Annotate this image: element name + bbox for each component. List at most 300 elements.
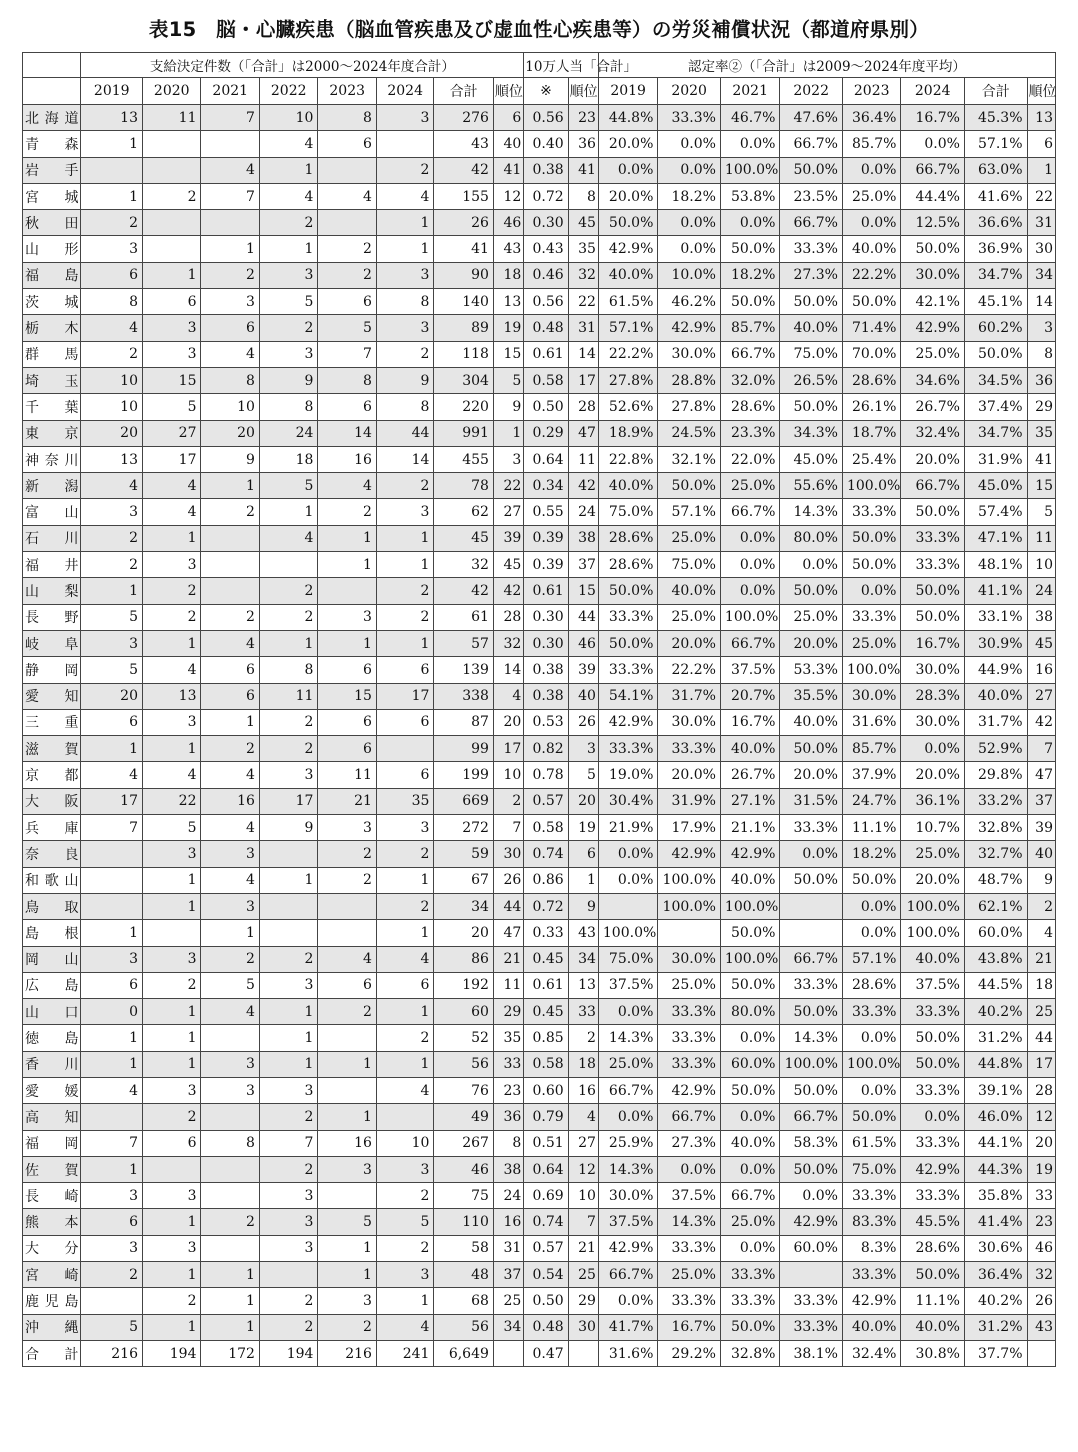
header-year: 2020 (143, 78, 201, 105)
approval-rate-cell: 45.0% (780, 446, 843, 472)
header-note: ※ (524, 78, 568, 105)
decision-rank-cell: 8 (493, 1130, 523, 1156)
approval-rate-cell: 52.6% (598, 394, 658, 420)
per-100k-cell: 0.57 (524, 788, 568, 814)
approval-rate-cell: 40.0% (780, 315, 843, 341)
decision-count-cell: 216 (318, 1340, 376, 1366)
prefecture-name: 福 島 (23, 262, 81, 288)
table-row (23, 1051, 1056, 1077)
prefecture-name: 広 島 (23, 972, 81, 998)
per-100k-cell: 0.64 (524, 1156, 568, 1182)
approval-rate-cell: 50.0% (901, 578, 965, 604)
approval-rate-cell: 66.7% (780, 946, 843, 972)
prefecture-name: 静 岡 (23, 657, 81, 683)
approval-rate-avg-cell: 34.7% (964, 262, 1027, 288)
decision-count-cell: 8 (376, 394, 433, 420)
approval-rate-cell: 42.9% (720, 841, 780, 867)
approval-rate-rank-cell: 46 (1027, 1235, 1056, 1261)
approval-rate-rank-cell: 23 (1027, 1209, 1056, 1235)
approval-rate-rank-cell: 1 (1027, 157, 1056, 183)
approval-rate-cell: 30.0% (658, 341, 721, 367)
approval-rate-cell: 32.4% (901, 420, 965, 446)
per-100k-cell: 0.86 (524, 867, 568, 893)
decision-count-cell: 11 (318, 762, 376, 788)
approval-rate-cell: 28.6% (720, 394, 780, 420)
approval-rate-cell: 34.6% (901, 367, 965, 393)
per-100k-cell: 0.82 (524, 736, 568, 762)
decision-total-cell: 45 (434, 525, 494, 551)
decision-count-cell: 17 (376, 683, 433, 709)
decision-count-cell: 9 (259, 367, 317, 393)
decision-count-cell: 4 (201, 867, 259, 893)
decision-count-cell (318, 1183, 376, 1209)
decision-total-cell: 58 (434, 1235, 494, 1261)
approval-rate-cell: 20.0% (598, 183, 658, 209)
decision-count-cell: 2 (259, 1314, 317, 1340)
approval-rate-cell: 31.6% (598, 1340, 658, 1366)
decision-count-cell: 3 (376, 105, 433, 131)
prefecture-name: 熊 本 (23, 1209, 81, 1235)
approval-rate-cell: 18.9% (598, 420, 658, 446)
decision-count-cell: 21 (318, 788, 376, 814)
approval-rate-cell: 0.0% (842, 893, 900, 919)
decision-total-cell: 669 (434, 788, 494, 814)
table-row (23, 210, 1056, 236)
decision-count-cell: 1 (318, 1104, 376, 1130)
per-100k-cell: 0.29 (524, 420, 568, 446)
approval-rate-cell: 26.5% (780, 367, 843, 393)
approval-rate-cell: 37.5% (720, 657, 780, 683)
approval-rate-rank-cell: 41 (1027, 446, 1056, 472)
table-row (23, 1183, 1056, 1209)
decision-count-cell: 2 (259, 709, 317, 735)
per-100k-rank-cell: 19 (568, 815, 598, 841)
decision-count-cell (376, 131, 433, 157)
approval-rate-cell: 30.0% (658, 946, 721, 972)
approval-rate-cell: 100.0% (901, 920, 965, 946)
table-row (23, 289, 1056, 315)
decision-count-cell: 4 (259, 525, 317, 551)
decision-count-cell: 1 (143, 736, 201, 762)
prefecture-name: 佐 賀 (23, 1156, 81, 1182)
approval-rate-rank-cell: 18 (1027, 972, 1056, 998)
approval-rate-rank-cell: 9 (1027, 867, 1056, 893)
decision-total-cell: 67 (434, 867, 494, 893)
approval-rate-cell: 33.3% (598, 736, 658, 762)
decision-count-cell: 3 (376, 499, 433, 525)
decision-count-cell: 2 (376, 341, 433, 367)
approval-rate-rank-cell: 47 (1027, 762, 1056, 788)
header-year: 2022 (259, 78, 317, 105)
table-row (23, 315, 1056, 341)
approval-rate-rank-cell: 39 (1027, 815, 1056, 841)
decision-count-cell: 3 (259, 341, 317, 367)
prefecture-name: 福 岡 (23, 1130, 81, 1156)
per-100k-rank-cell: 43 (568, 920, 598, 946)
decision-count-cell: 8 (81, 289, 143, 315)
approval-rate-rank-cell: 2 (1027, 893, 1056, 919)
decision-count-cell: 1 (201, 473, 259, 499)
approval-rate-cell: 28.6% (598, 525, 658, 551)
prefecture-name: 鹿児島 (23, 1288, 81, 1314)
per-100k-cell: 0.61 (524, 578, 568, 604)
prefecture-name: 山 梨 (23, 578, 81, 604)
decision-count-cell: 7 (201, 183, 259, 209)
approval-rate-cell: 0.0% (780, 841, 843, 867)
decision-count-cell: 1 (318, 630, 376, 656)
prefecture-name: 兵 庫 (23, 815, 81, 841)
per-100k-rank-cell: 26 (568, 709, 598, 735)
approval-rate-cell: 42.9% (598, 236, 658, 262)
approval-rate-cell: 18.7% (842, 420, 900, 446)
approval-rate-cell: 25.0% (901, 341, 965, 367)
approval-rate-cell: 33.3% (842, 604, 900, 630)
decision-total-cell: 42 (434, 157, 494, 183)
header-year: 2023 (842, 78, 900, 105)
per-100k-cell: 0.64 (524, 446, 568, 472)
approval-rate-cell: 33.3% (842, 499, 900, 525)
approval-rate-rank-cell: 45 (1027, 630, 1056, 656)
decision-count-cell: 17 (259, 788, 317, 814)
approval-rate-cell: 58.3% (780, 1130, 843, 1156)
approval-rate-cell: 50.0% (780, 999, 843, 1025)
approval-rate-rank-cell: 13 (1027, 105, 1056, 131)
approval-rate-cell: 18.2% (842, 841, 900, 867)
per-100k-rank-cell: 36 (568, 131, 598, 157)
decision-count-cell: 3 (259, 262, 317, 288)
table-row (23, 630, 1056, 656)
approval-rate-cell: 100.0% (780, 1051, 843, 1077)
decision-count-cell: 4 (81, 473, 143, 499)
approval-rate-avg-cell: 33.1% (964, 604, 1027, 630)
approval-rate-cell: 23.5% (780, 183, 843, 209)
per-100k-cell: 0.61 (524, 972, 568, 998)
decision-count-cell (143, 236, 201, 262)
approval-rate-cell: 35.5% (780, 683, 843, 709)
approval-rate-cell: 12.5% (901, 210, 965, 236)
prefecture-name: 沖 縄 (23, 1314, 81, 1340)
approval-rate-cell: 21.9% (598, 815, 658, 841)
decision-count-cell: 1 (259, 499, 317, 525)
decision-rank-cell: 31 (493, 1235, 523, 1261)
decision-count-cell: 5 (376, 1209, 433, 1235)
approval-rate-cell: 100.0% (658, 867, 721, 893)
approval-rate-cell: 31.5% (780, 788, 843, 814)
per-100k-rank-cell: 34 (568, 946, 598, 972)
decision-count-cell: 6 (318, 972, 376, 998)
approval-rate-cell: 23.3% (720, 420, 780, 446)
prefecture-name: 徳 島 (23, 1025, 81, 1051)
approval-rate-rank-cell: 37 (1027, 788, 1056, 814)
decision-count-cell: 2 (259, 946, 317, 972)
prefecture-name: 富 山 (23, 499, 81, 525)
decision-count-cell: 3 (259, 762, 317, 788)
per-100k-rank-cell: 47 (568, 420, 598, 446)
table-row (23, 1025, 1056, 1051)
decision-rank-cell: 32 (493, 630, 523, 656)
approval-rate-cell: 20.0% (901, 867, 965, 893)
decision-count-cell: 1 (81, 920, 143, 946)
approval-rate-cell: 0.0% (658, 131, 721, 157)
approval-rate-cell: 33.3% (658, 999, 721, 1025)
decision-count-cell: 6 (318, 289, 376, 315)
decision-count-cell: 2 (201, 946, 259, 972)
approval-rate-rank-cell: 31 (1027, 210, 1056, 236)
table-row (23, 999, 1056, 1025)
per-100k-cell: 0.43 (524, 236, 568, 262)
decision-count-cell: 1 (143, 1314, 201, 1340)
prefecture-name: 香 川 (23, 1051, 81, 1077)
approval-rate-cell: 100.0% (842, 657, 900, 683)
table-row (23, 657, 1056, 683)
approval-rate-cell: 33.3% (658, 1288, 721, 1314)
approval-rate-cell: 66.7% (901, 157, 965, 183)
approval-rate-cell: 33.3% (901, 525, 965, 551)
approval-rate-avg-cell: 62.1% (964, 893, 1027, 919)
prefecture-name: 宮 崎 (23, 1262, 81, 1288)
decision-total-cell: 140 (434, 289, 494, 315)
header-group-rate: 認定率②（「合計」は2009～2024年度平均） (598, 53, 1055, 78)
approval-rate-cell: 0.0% (598, 999, 658, 1025)
decision-count-cell: 35 (376, 788, 433, 814)
approval-rate-cell (780, 920, 843, 946)
decision-count-cell (259, 552, 317, 578)
table-row (23, 815, 1056, 841)
approval-rate-cell: 17.9% (658, 815, 721, 841)
decision-count-cell: 4 (143, 473, 201, 499)
decision-count-cell: 1 (81, 131, 143, 157)
decision-count-cell: 1 (376, 552, 433, 578)
header-total: 合計 (434, 78, 494, 105)
approval-rate-avg-cell: 45.3% (964, 105, 1027, 131)
approval-rate-cell: 42.9% (658, 841, 721, 867)
decision-count-cell: 1 (376, 236, 433, 262)
decision-count-cell: 2 (376, 157, 433, 183)
prefecture-name: 奈 良 (23, 841, 81, 867)
decision-count-cell: 4 (376, 1314, 433, 1340)
decision-total-cell: 26 (434, 210, 494, 236)
approval-rate-rank-cell: 3 (1027, 315, 1056, 341)
approval-rate-avg-cell: 44.5% (964, 972, 1027, 998)
decision-count-cell: 3 (201, 1051, 259, 1077)
header-year: 2019 (598, 78, 658, 105)
per-100k-rank-cell: 21 (568, 1235, 598, 1261)
per-100k-rank-cell: 29 (568, 1288, 598, 1314)
per-100k-rank-cell: 24 (568, 499, 598, 525)
decision-count-cell: 6 (318, 657, 376, 683)
per-100k-rank-cell: 17 (568, 367, 598, 393)
approval-rate-cell: 54.1% (598, 683, 658, 709)
table-row (23, 525, 1056, 551)
per-100k-cell: 0.57 (524, 1235, 568, 1261)
approval-rate-avg-cell: 48.1% (964, 552, 1027, 578)
decision-total-cell: 90 (434, 262, 494, 288)
decision-count-cell: 2 (376, 893, 433, 919)
decision-count-cell (201, 525, 259, 551)
approval-rate-cell: 20.0% (658, 630, 721, 656)
approval-rate-cell: 50.0% (901, 1262, 965, 1288)
decision-count-cell: 18 (259, 446, 317, 472)
approval-rate-cell: 57.1% (842, 946, 900, 972)
decision-count-cell: 4 (201, 630, 259, 656)
approval-rate-avg-cell: 34.7% (964, 420, 1027, 446)
approval-rate-cell: 50.0% (901, 236, 965, 262)
per-100k-cell: 0.58 (524, 815, 568, 841)
decision-count-cell: 14 (376, 446, 433, 472)
approval-rate-avg-cell: 36.9% (964, 236, 1027, 262)
per-100k-cell: 0.33 (524, 920, 568, 946)
approval-rate-cell: 33.3% (780, 1288, 843, 1314)
approval-rate-cell: 33.3% (901, 1183, 965, 1209)
decision-count-cell: 3 (318, 1156, 376, 1182)
decision-count-cell: 2 (259, 315, 317, 341)
decision-count-cell (259, 920, 317, 946)
decision-count-cell: 3 (201, 841, 259, 867)
table-row (23, 1288, 1056, 1314)
approval-rate-avg-cell: 36.4% (964, 1262, 1027, 1288)
approval-rate-cell: 100.0% (842, 1051, 900, 1077)
approval-rate-cell: 33.3% (780, 972, 843, 998)
decision-rank-cell: 40 (493, 131, 523, 157)
decision-count-cell: 1 (259, 236, 317, 262)
approval-rate-cell (658, 920, 721, 946)
decision-count-cell: 3 (318, 815, 376, 841)
decision-count-cell: 1 (201, 920, 259, 946)
approval-rate-avg-cell: 39.1% (964, 1077, 1027, 1103)
per-100k-cell: 0.53 (524, 709, 568, 735)
approval-rate-cell: 50.0% (598, 578, 658, 604)
approval-rate-rank-cell (1027, 1340, 1056, 1366)
decision-count-cell: 1 (376, 999, 433, 1025)
per-100k-rank-cell: 9 (568, 893, 598, 919)
per-100k-cell: 0.47 (524, 1340, 568, 1366)
decision-count-cell: 241 (376, 1340, 433, 1366)
decision-count-cell: 2 (376, 1183, 433, 1209)
decision-count-cell: 5 (318, 315, 376, 341)
approval-rate-cell: 33.3% (720, 1288, 780, 1314)
decision-count-cell: 6 (81, 262, 143, 288)
decision-count-cell: 3 (376, 1156, 433, 1182)
decision-count-cell: 2 (201, 604, 259, 630)
per-100k-rank-cell: 38 (568, 525, 598, 551)
decision-count-cell: 1 (318, 1051, 376, 1077)
per-100k-rank-cell: 28 (568, 394, 598, 420)
approval-rate-avg-cell: 33.2% (964, 788, 1027, 814)
approval-rate-cell: 50.0% (720, 1077, 780, 1103)
approval-rate-cell: 14.3% (780, 499, 843, 525)
approval-rate-cell: 33.3% (720, 1262, 780, 1288)
table-row (23, 788, 1056, 814)
decision-count-cell: 5 (201, 972, 259, 998)
approval-rate-cell: 50.0% (842, 289, 900, 315)
approval-rate-avg-cell: 47.1% (964, 525, 1027, 551)
approval-rate-cell: 25.0% (658, 604, 721, 630)
per-100k-rank-cell: 45 (568, 210, 598, 236)
approval-rate-avg-cell: 31.7% (964, 709, 1027, 735)
decision-count-cell: 6 (376, 709, 433, 735)
approval-rate-rank-cell: 21 (1027, 946, 1056, 972)
decision-count-cell: 4 (318, 473, 376, 499)
approval-rate-cell: 53.3% (780, 657, 843, 683)
approval-rate-cell: 50.0% (842, 867, 900, 893)
decision-count-cell: 3 (318, 604, 376, 630)
decision-count-cell: 2 (376, 841, 433, 867)
approval-rate-avg-cell: 45.1% (964, 289, 1027, 315)
decision-count-cell: 20 (201, 420, 259, 446)
decision-count-cell: 6 (143, 1130, 201, 1156)
approval-rate-avg-cell: 44.8% (964, 1051, 1027, 1077)
decision-count-cell: 13 (81, 105, 143, 131)
decision-count-cell (201, 1104, 259, 1130)
approval-rate-cell: 40.0% (720, 1130, 780, 1156)
approval-rate-cell: 50.0% (780, 736, 843, 762)
approval-rate-rank-cell: 32 (1027, 1262, 1056, 1288)
approval-rate-cell: 66.7% (780, 210, 843, 236)
table-row (23, 236, 1056, 262)
approval-rate-cell: 33.3% (658, 1235, 721, 1261)
decision-count-cell (201, 1025, 259, 1051)
approval-rate-cell: 0.0% (720, 525, 780, 551)
decision-total-cell: 56 (434, 1051, 494, 1077)
decision-count-cell: 16 (318, 1130, 376, 1156)
approval-rate-cell: 0.0% (658, 1156, 721, 1182)
decision-count-cell: 2 (259, 210, 317, 236)
approval-rate-cell: 50.0% (720, 289, 780, 315)
approval-rate-avg-cell: 35.8% (964, 1183, 1027, 1209)
approval-rate-cell: 30.0% (598, 1183, 658, 1209)
decision-count-cell (81, 867, 143, 893)
decision-count-cell: 7 (318, 341, 376, 367)
approval-rate-cell: 50.0% (901, 1051, 965, 1077)
approval-rate-avg-cell: 31.2% (964, 1025, 1027, 1051)
table-row (23, 131, 1056, 157)
per-100k-cell: 0.56 (524, 105, 568, 131)
approval-rate-cell: 25.0% (598, 1051, 658, 1077)
per-100k-cell: 0.34 (524, 473, 568, 499)
decision-count-cell: 4 (376, 183, 433, 209)
decision-count-cell: 24 (259, 420, 317, 446)
decision-count-cell: 4 (201, 157, 259, 183)
decision-count-cell: 5 (143, 394, 201, 420)
approval-rate-rank-cell: 43 (1027, 1314, 1056, 1340)
decision-count-cell: 15 (318, 683, 376, 709)
table-row (23, 499, 1056, 525)
decision-count-cell: 1 (376, 867, 433, 893)
approval-rate-avg-cell: 44.1% (964, 1130, 1027, 1156)
per-100k-rank-cell: 25 (568, 1262, 598, 1288)
approval-rate-cell: 42.9% (598, 709, 658, 735)
decision-count-cell: 1 (259, 630, 317, 656)
decision-rank-cell: 24 (493, 1183, 523, 1209)
decision-count-cell: 3 (318, 1288, 376, 1314)
approval-rate-rank-cell: 34 (1027, 262, 1056, 288)
approval-rate-cell: 30.0% (842, 683, 900, 709)
prefecture-name: 三 重 (23, 709, 81, 735)
decision-count-cell (318, 1025, 376, 1051)
table-row (23, 920, 1056, 946)
approval-rate-avg-cell: 32.7% (964, 841, 1027, 867)
approval-rate-avg-cell: 36.6% (964, 210, 1027, 236)
decision-count-cell (201, 210, 259, 236)
decision-total-cell: 61 (434, 604, 494, 630)
decision-count-cell: 3 (143, 1077, 201, 1103)
decision-count-cell: 2 (143, 604, 201, 630)
approval-rate-cell: 18.2% (720, 262, 780, 288)
prefecture-name: 石 川 (23, 525, 81, 551)
decision-count-cell: 6 (318, 394, 376, 420)
decision-count-cell: 6 (143, 289, 201, 315)
header-group-decisions: 支給決定件数（「合計」は2000～2024年度合計） (81, 53, 524, 78)
